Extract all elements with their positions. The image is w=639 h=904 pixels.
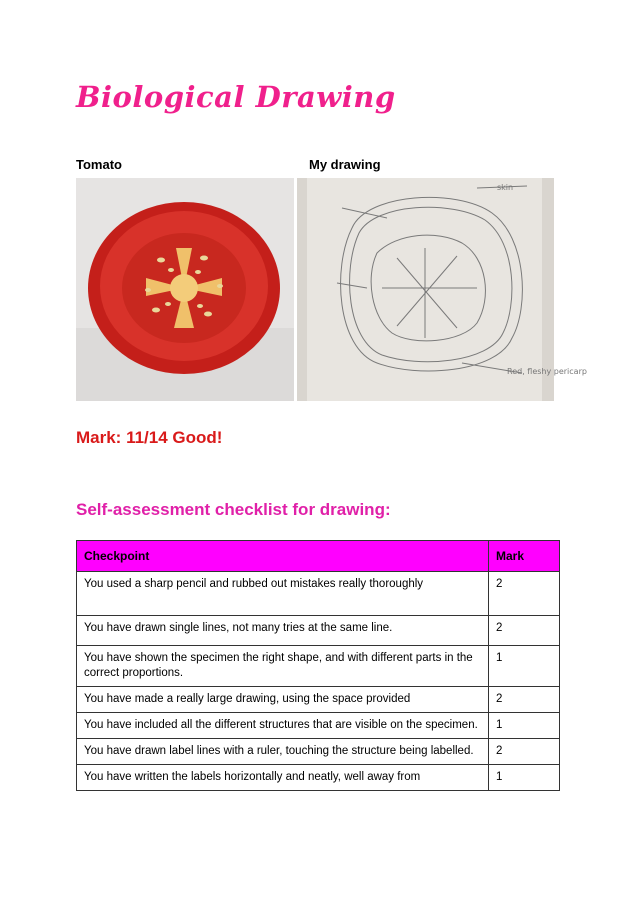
checkpoint-cell: You have shown the specimen the right shape, and with different parts in the correct proportions.: [77, 646, 489, 687]
table-row: [77, 739, 560, 765]
my-drawing-photo: [297, 178, 587, 401]
checklist-table: [76, 540, 560, 791]
table-row: [77, 765, 560, 791]
checkpoint-cell: You have drawn single lines, not many tries at the same line.: [77, 616, 489, 646]
mark-cell: 1: [489, 646, 560, 687]
checkpoint-cell: You have written the labels horizontally and neatly, well away from: [77, 765, 489, 791]
checkpoint-cell: You used a sharp pencil and rubbed out mistakes really thoroughly: [77, 572, 489, 616]
mark-cell: 2: [489, 739, 560, 765]
annotation-flesh: Red, fleshy pericarp: [507, 367, 587, 376]
checkpoint-cell: You have made a really large drawing, using the space provided: [77, 687, 489, 713]
drawing-label: My drawing: [309, 157, 381, 172]
mark-cell: 2: [489, 572, 560, 616]
page-title: Biological Drawing: [76, 80, 396, 114]
mark-cell: 2: [489, 616, 560, 646]
checklist-heading: Self-assessment checklist for drawing:: [76, 500, 391, 519]
mark-cell: 1: [489, 765, 560, 791]
table-row: [77, 646, 560, 687]
tomato-photo: [76, 178, 294, 401]
mark-header: Mark: [489, 541, 560, 572]
checkpoint-header: Checkpoint: [77, 541, 489, 572]
mark-cell: 1: [489, 713, 560, 739]
annotation-skin: skin: [497, 183, 514, 192]
mark-result: Mark: 11/14 Good!: [76, 428, 223, 447]
table-header-row: [77, 541, 560, 572]
table-row: [77, 687, 560, 713]
table-row: [77, 572, 560, 616]
table-row: [77, 616, 560, 646]
checkpoint-cell: You have drawn label lines with a ruler, touching the structure being labelled.: [77, 739, 489, 765]
tomato-label: Tomato: [76, 157, 122, 172]
checkpoint-cell: You have included all the different structures that are visible on the specimen.: [77, 713, 489, 739]
table-row: [77, 713, 560, 739]
mark-cell: 2: [489, 687, 560, 713]
